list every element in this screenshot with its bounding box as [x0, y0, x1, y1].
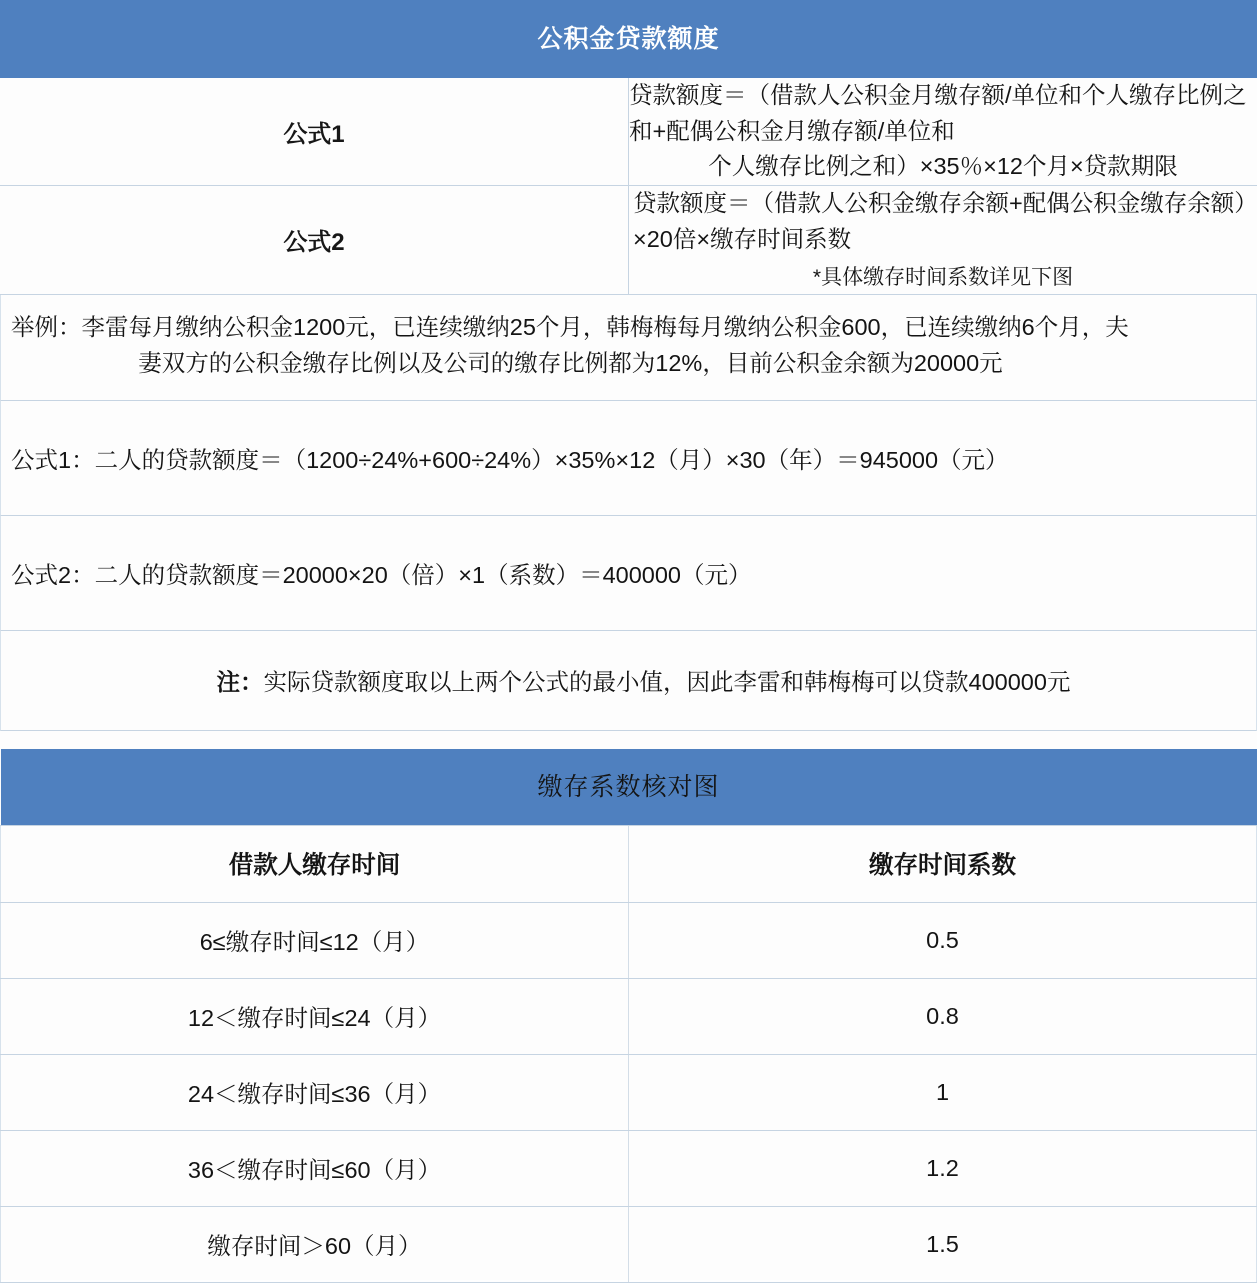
- cell-duration: 36＜缴存时间≤60（月）: [1, 1130, 629, 1206]
- formula1-line1: 贷款额度＝（借款人公积金月缴存额/单位和个人缴存比例之和+配偶公积金月缴存额/单位和: [629, 78, 1257, 149]
- cell-duration: 24＜缴存时间≤36（月）: [1, 1054, 629, 1130]
- formula-row-2: [0, 186, 1257, 294]
- cell-factor: 0.5: [629, 902, 1257, 978]
- formula2-line1: 贷款额度＝（借款人公积金缴存余额+配偶公积金缴存余额）×20倍×缴存时间系数: [629, 186, 1257, 257]
- calculation-row-2: [0, 516, 1257, 631]
- loan-formula-table: [0, 0, 1257, 295]
- example-line2: 妻双方的公积金缴存比例以及公司的缴存比例都为12%，目前公积金余额为20000元: [11, 345, 1240, 382]
- table-row: [1, 1130, 1257, 1206]
- cell-duration: 12＜缴存时间≤24（月）: [1, 978, 629, 1054]
- section-spacer: [0, 731, 1257, 741]
- note-label: 注：: [217, 669, 264, 695]
- note-text: 实际贷款额度取以上两个公式的最小值，因此李雷和韩梅梅可以贷款400000元: [264, 669, 1071, 695]
- formula1-label: 公式1: [0, 78, 629, 186]
- note-content: [187, 663, 1071, 697]
- cell-factor: 0.8: [629, 978, 1257, 1054]
- formula-row-1: [0, 78, 1257, 186]
- formula2-label: 公式2: [0, 186, 629, 294]
- note-row: [0, 631, 1257, 731]
- cell-factor: 1.5: [629, 1206, 1257, 1282]
- calculation-2-text: 公式2：二人的贷款额度＝20000×20（倍）×1（系数）＝400000（元）: [11, 556, 752, 590]
- column-header-deposit-factor: 缴存时间系数: [629, 825, 1257, 902]
- table2-title-row: [1, 749, 1257, 826]
- deposit-factor-table: [0, 749, 1257, 1283]
- cell-factor: 1.2: [629, 1130, 1257, 1206]
- formula1-line2: 个人缴存比例之和）×35％×12个月×贷款期限: [629, 149, 1257, 185]
- cell-duration: 缴存时间＞60（月）: [1, 1206, 629, 1282]
- table-row: [1, 978, 1257, 1054]
- formula2-body: [629, 186, 1257, 294]
- calculation-row-1: [0, 401, 1257, 516]
- calculation-1-text: 公式1：二人的贷款额度＝（1200÷24%+600÷24%）×35%×12（月）×30（年）＝945000（元）: [11, 441, 1009, 475]
- example-line1: 举例：李雷每月缴纳公积金1200元，已连续缴纳25个月，韩梅梅每月缴纳公积金600，已连续缴纳6个月，夫: [11, 309, 1240, 346]
- formula1-body: [629, 78, 1257, 186]
- table1-title-row: [0, 0, 1257, 78]
- cell-factor: 1: [629, 1054, 1257, 1130]
- table-row: [1, 902, 1257, 978]
- cell-duration: 6≤缴存时间≤12（月）: [1, 902, 629, 978]
- table-row: [1, 1054, 1257, 1130]
- column-header-deposit-duration: 借款人缴存时间: [1, 825, 629, 902]
- formula2-footnote: *具体缴存时间系数详见下图: [629, 258, 1257, 294]
- table2-header-row: [1, 825, 1257, 902]
- table1-title: 公积金贷款额度: [0, 0, 1257, 78]
- table2-title: 缴存系数核对图: [1, 749, 1257, 826]
- example-row: [0, 295, 1257, 401]
- table-row: [1, 1206, 1257, 1282]
